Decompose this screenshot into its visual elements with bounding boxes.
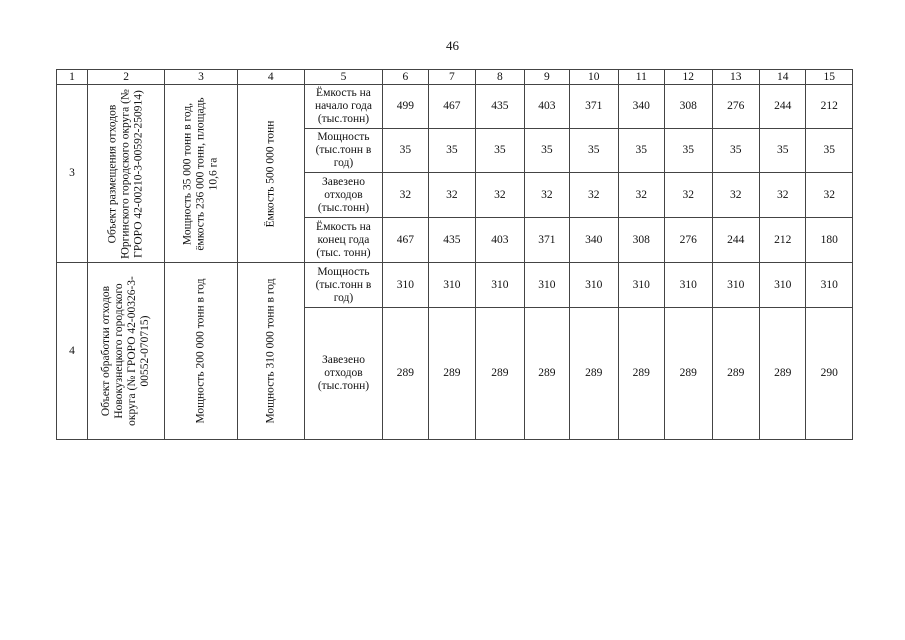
indicator-label: Ёмкость на начало года (тыс.тонн) xyxy=(304,85,382,129)
value-cell: 435 xyxy=(476,85,525,129)
value-cell: 35 xyxy=(665,129,712,173)
value-cell: 244 xyxy=(712,218,759,263)
value-cell: 308 xyxy=(665,85,712,129)
row-number: 4 xyxy=(57,263,88,440)
value-cell: 35 xyxy=(524,129,569,173)
value-cell: 310 xyxy=(759,263,805,308)
page-number: 46 xyxy=(446,38,459,53)
total-capacity: Мощность 310 000 тонн в год xyxy=(264,278,277,424)
header-cell: 14 xyxy=(759,70,805,85)
waste-facility-table xyxy=(56,69,853,440)
value-cell: 310 xyxy=(712,263,759,308)
indicator-label: Ёмкость на конец года (тыс. тонн) xyxy=(304,218,382,263)
value-cell: 289 xyxy=(570,308,619,440)
header-cell: 2 xyxy=(87,70,164,85)
value-cell: 212 xyxy=(759,218,805,263)
value-cell: 310 xyxy=(665,263,712,308)
object-name-cell xyxy=(87,85,164,263)
value-cell: 32 xyxy=(712,173,759,218)
value-cell: 35 xyxy=(476,129,525,173)
value-cell: 289 xyxy=(665,308,712,440)
indicator-label: Мощность (тыс.тонн в год) xyxy=(304,263,382,308)
value-cell: 403 xyxy=(476,218,525,263)
value-cell: 499 xyxy=(383,85,428,129)
value-cell: 310 xyxy=(428,263,475,308)
header-cell: 7 xyxy=(428,70,475,85)
value-cell: 310 xyxy=(618,263,664,308)
value-cell: 244 xyxy=(759,85,805,129)
indicator-label: Завезено отходов (тыс.тонн) xyxy=(304,308,382,440)
capacity-description-cell xyxy=(165,263,237,440)
value-cell: 35 xyxy=(428,129,475,173)
value-cell: 289 xyxy=(428,308,475,440)
header-cell: 11 xyxy=(618,70,664,85)
table-row xyxy=(57,263,853,308)
row-number: 3 xyxy=(57,85,88,263)
capacity-description: Мощность 35 000 тонн в год, ёмкость 236 000 тонн, площадь 10,6 га xyxy=(181,96,220,251)
value-cell: 371 xyxy=(524,218,569,263)
value-cell: 32 xyxy=(806,173,853,218)
header-cell: 6 xyxy=(383,70,428,85)
value-cell: 289 xyxy=(524,308,569,440)
header-cell: 12 xyxy=(665,70,712,85)
indicator-label: Завезено отходов (тыс.тонн) xyxy=(304,173,382,218)
indicator-label: Мощность (тыс.тонн в год) xyxy=(304,129,382,173)
value-cell: 212 xyxy=(806,85,853,129)
value-cell: 290 xyxy=(806,308,853,440)
value-cell: 289 xyxy=(618,308,664,440)
header-cell: 1 xyxy=(57,70,88,85)
value-cell: 32 xyxy=(570,173,619,218)
value-cell: 340 xyxy=(570,218,619,263)
value-cell: 35 xyxy=(712,129,759,173)
object-name: Объект обработки отходов Новокузнецкого городского округа (№ ГРОРО 42-00326-3-00552-070715) xyxy=(100,276,152,426)
header-cell: 3 xyxy=(165,70,237,85)
value-cell: 35 xyxy=(570,129,619,173)
header-cell: 15 xyxy=(806,70,853,85)
header-cell: 9 xyxy=(524,70,569,85)
value-cell: 308 xyxy=(618,218,664,263)
value-cell: 35 xyxy=(806,129,853,173)
value-cell: 310 xyxy=(806,263,853,308)
total-capacity-cell xyxy=(237,263,304,440)
value-cell: 467 xyxy=(383,218,428,263)
total-capacity: Ёмкость 500 000 тонн xyxy=(264,120,277,227)
value-cell: 32 xyxy=(665,173,712,218)
table-header-row xyxy=(57,70,853,85)
value-cell: 289 xyxy=(383,308,428,440)
object-name-cell xyxy=(87,263,164,440)
header-cell: 8 xyxy=(476,70,525,85)
value-cell: 289 xyxy=(759,308,805,440)
value-cell: 310 xyxy=(476,263,525,308)
value-cell: 32 xyxy=(383,173,428,218)
header-cell: 4 xyxy=(237,70,304,85)
value-cell: 32 xyxy=(476,173,525,218)
value-cell: 403 xyxy=(524,85,569,129)
value-cell: 310 xyxy=(570,263,619,308)
value-cell: 32 xyxy=(618,173,664,218)
header-cell: 5 xyxy=(304,70,382,85)
value-cell: 35 xyxy=(759,129,805,173)
value-cell: 289 xyxy=(476,308,525,440)
value-cell: 310 xyxy=(524,263,569,308)
header-cell: 10 xyxy=(570,70,619,85)
total-capacity-cell xyxy=(237,85,304,263)
value-cell: 467 xyxy=(428,85,475,129)
value-cell: 435 xyxy=(428,218,475,263)
value-cell: 180 xyxy=(806,218,853,263)
value-cell: 276 xyxy=(712,85,759,129)
value-cell: 35 xyxy=(618,129,664,173)
capacity-description: Мощность 200 000 тонн в год xyxy=(194,278,207,424)
value-cell: 32 xyxy=(524,173,569,218)
value-cell: 340 xyxy=(618,85,664,129)
value-cell: 35 xyxy=(383,129,428,173)
value-cell: 32 xyxy=(428,173,475,218)
value-cell: 371 xyxy=(570,85,619,129)
table-row xyxy=(57,85,853,129)
value-cell: 276 xyxy=(665,218,712,263)
capacity-description-cell xyxy=(165,85,237,263)
value-cell: 310 xyxy=(383,263,428,308)
header-cell: 13 xyxy=(712,70,759,85)
object-name: Объект размещения отходов Юргинского городского округа (№ ГРОРО 42-00210-3-00592-250914) xyxy=(106,88,145,259)
value-cell: 289 xyxy=(712,308,759,440)
value-cell: 32 xyxy=(759,173,805,218)
